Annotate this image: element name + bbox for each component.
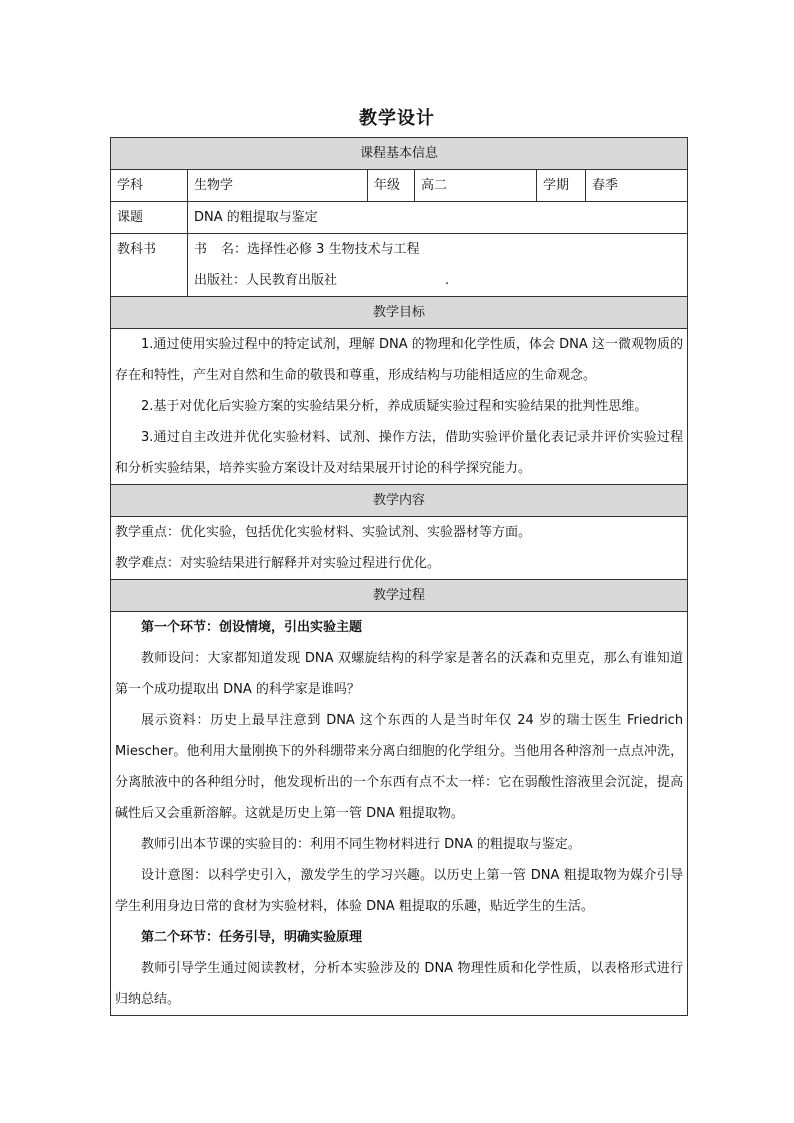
content-header-row <box>111 485 688 517</box>
stage-2-title: 第二个环节：任务引导，明确实验原理 <box>141 930 363 945</box>
process-row <box>111 612 688 1016</box>
subject-label: 学科 <box>111 170 188 202</box>
objective-item: 3.通过自主改进并优化实验材料、试剂、操作方法，借助实验评价量化表记录并评价实验过程和分析实验结果，培养实验方案设计及对结果展开讨论的科学探究能力。 <box>115 430 684 476</box>
book-name-line <box>194 234 681 265</box>
textbook-info <box>188 234 688 297</box>
objectives-header-row <box>111 297 688 329</box>
topic-row <box>111 202 688 234</box>
term-label: 学期 <box>537 170 586 202</box>
objectives-header: 教学目标 <box>111 297 688 329</box>
topic-value: DNA 的粗提取与鉴定 <box>188 202 688 234</box>
objective-item: 2.基于对优化后实验方案的实验结果分析，养成质疑实验过程和实验结果的批判性思维。 <box>141 399 648 414</box>
lesson-plan-table <box>110 137 688 1016</box>
stage-1-title: 第一个环节：创设情境，引出实验主题 <box>141 620 363 635</box>
publisher-dot: . <box>445 273 450 288</box>
grade-label: 年级 <box>368 170 415 202</box>
publisher-label: 出版社： <box>194 273 247 288</box>
process-header: 教学过程 <box>111 580 688 612</box>
textbook-label: 教科书 <box>111 234 188 297</box>
book-name-label-2: 名： <box>221 242 248 257</box>
process-paragraph: 设计意图：以科学史引入，激发学生的学习兴趣。以历史上第一管 DNA 粗提取物为媒介引导学生利用身边日常的食材为实验材料，体验 DNA 粗提取的乐趣，贴近学生的生活。 <box>115 868 684 914</box>
difficulties: 教学难点：对实验结果进行解释并对实验过程进行优化。 <box>115 556 441 571</box>
process-body <box>111 612 688 1016</box>
content-row <box>111 517 688 580</box>
process-paragraph: 展示资料：历史上最早注意到 DNA 这个东西的人是当时年仅 24 岁的瑞士医生 Friedrich Miescher。他利用大量刚换下的外科绷带来分离白细胞的化学组分。当他用各种溶剂一点点冲洗，分离脓液中的各种组分时，他发现析出的一个东西有点不太一样：它在弱酸性溶液里会沉淀，提高碱性后又会重新溶解。这就是历史上第一管 DNA 粗提取物。 <box>115 713 684 821</box>
subject-value: 生物学 <box>188 170 368 202</box>
publisher-line <box>194 265 681 296</box>
objectives-row <box>111 329 688 485</box>
textbook-row <box>111 234 688 297</box>
grade-value: 高二 <box>415 170 537 202</box>
key-points: 教学重点：优化实验，包括优化实验材料、实验试剂、实验器材等方面。 <box>115 525 532 540</box>
process-header-row <box>111 580 688 612</box>
process-paragraph: 教师设问：大家都知道发现 DNA 双螺旋结构的科学家是著名的沃森和克里克，那么有谁知道第一个成功提取出 DNA 的科学家是谁吗？ <box>115 651 684 697</box>
content-header: 教学内容 <box>111 485 688 517</box>
basic-info-header: 课程基本信息 <box>111 138 688 170</box>
term-value: 春季 <box>586 170 688 202</box>
topic-label: 课题 <box>111 202 188 234</box>
objectives-body <box>111 329 688 485</box>
book-name-label: 书 <box>194 242 208 257</box>
page-title: 教学设计 <box>359 108 435 129</box>
publisher-value: 人民教育出版社 <box>246 273 338 288</box>
process-paragraph: 教师引导学生通过阅读教材，分析本实验涉及的 DNA 物理性质和化学性质，以表格形式进行归纳总结。 <box>115 961 684 1007</box>
subject-row <box>111 170 688 202</box>
content-body <box>111 517 688 580</box>
book-name-value: 选择性必修 3 生物技术与工程 <box>247 242 420 257</box>
basic-info-header-row <box>111 138 688 170</box>
process-paragraph: 教师引出本节课的实验目的：利用不同生物材料进行 DNA 的粗提取与鉴定。 <box>141 837 581 852</box>
objective-item: 1.通过使用实验过程中的特定试剂，理解 DNA 的物理和化学性质，体会 DNA 这一微观物质的存在和特性，产生对自然和生命的敬畏和尊重，形成结构与功能相适应的生命观念。 <box>115 337 684 383</box>
